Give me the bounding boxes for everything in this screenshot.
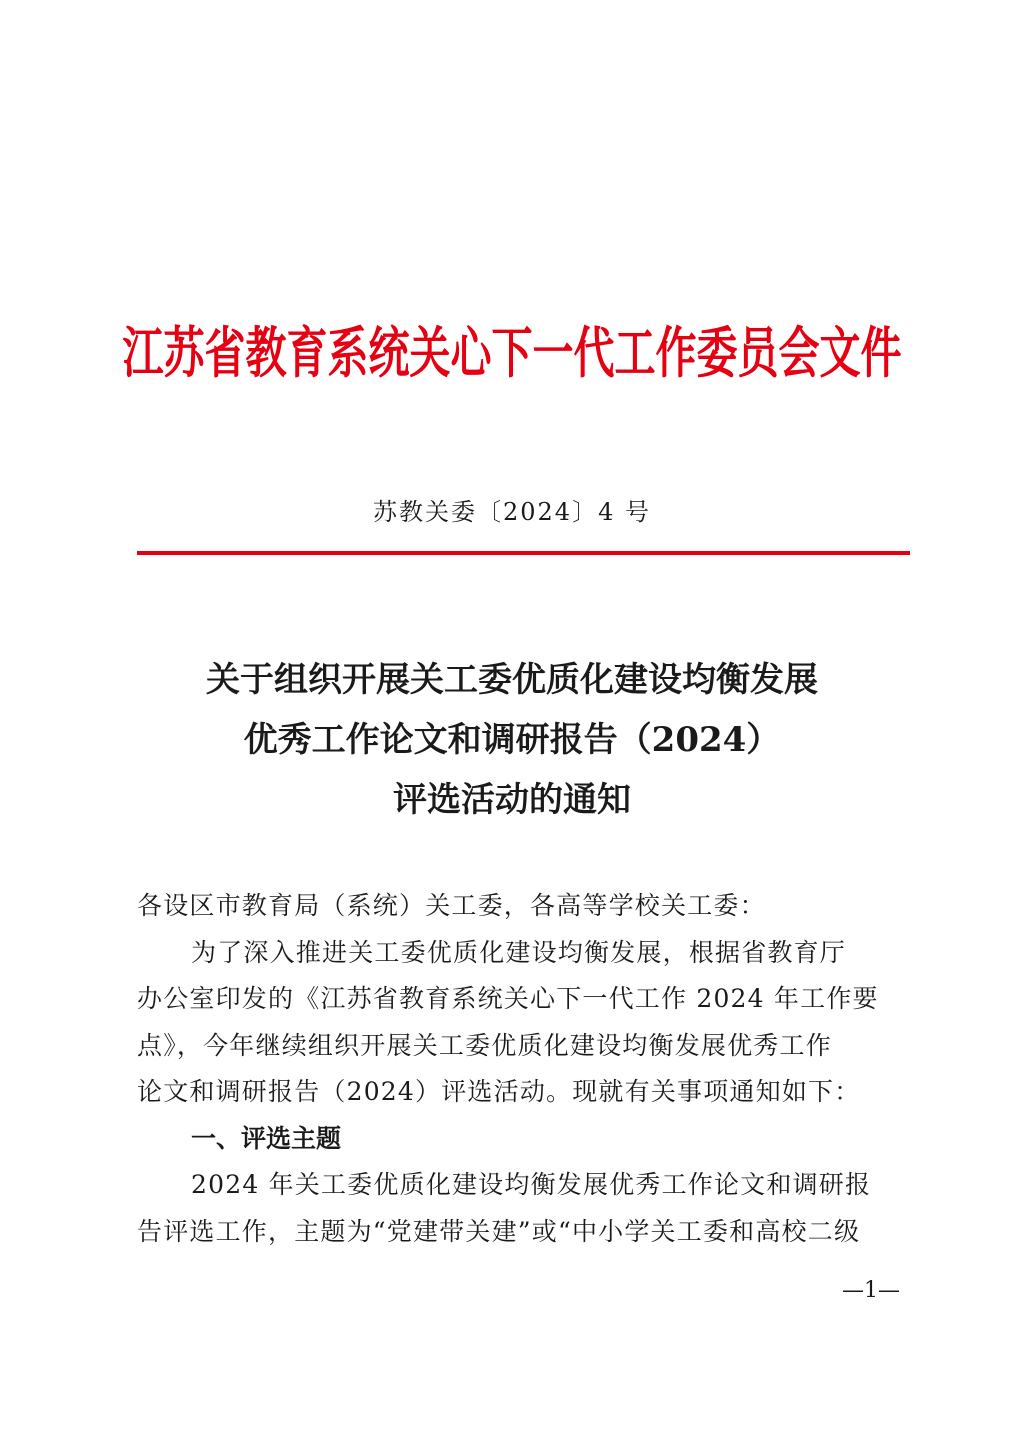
addressee-line: 各设区市教育局（系统）关工委，各高等学校关工委：: [137, 891, 766, 920]
paragraph-1-line-4: 论文和调研报告（2024）评选活动。现就有关事项通知如下：: [137, 1077, 861, 1106]
paragraph-2-line-1: 2024 年关工委优质化建设均衡发展优秀工作论文和调研报: [191, 1170, 872, 1199]
paragraph-2-line-2: 告评选工作，主题为“党建带关建”或“中小学关工委和高校二级: [137, 1216, 861, 1246]
notice-title-line-2: 优秀工作论文和调研报告（2024）: [243, 720, 781, 760]
red-divider-line: [137, 551, 910, 555]
document-header-title: 江苏省教育系统关心下一代工作委员会文件: [122, 320, 902, 386]
notice-title: [0, 650, 1024, 830]
notice-title-line-3: 评选活动的通知: [393, 780, 631, 820]
document-number: 苏教关委〔2024〕4 号: [373, 498, 651, 526]
page-number: —1—: [842, 1278, 900, 1303]
section-heading-1: 一、评选主题: [191, 1123, 342, 1153]
paragraph-1-line-1: 为了深入推进关工委优质化建设均衡发展，根据省教育厅: [191, 937, 847, 967]
notice-title-line-1: 关于组织开展关工委优质化建设均衡发展: [206, 660, 818, 700]
notice-body: [137, 883, 897, 1255]
paragraph-1-line-3: 点》，今年继续组织开展关工委优质化建设均衡发展优秀工作: [137, 1030, 832, 1060]
paragraph-1-line-2: 办公室印发的《江苏省教育系统关心下一代工作 2024 年工作要: [137, 984, 879, 1013]
